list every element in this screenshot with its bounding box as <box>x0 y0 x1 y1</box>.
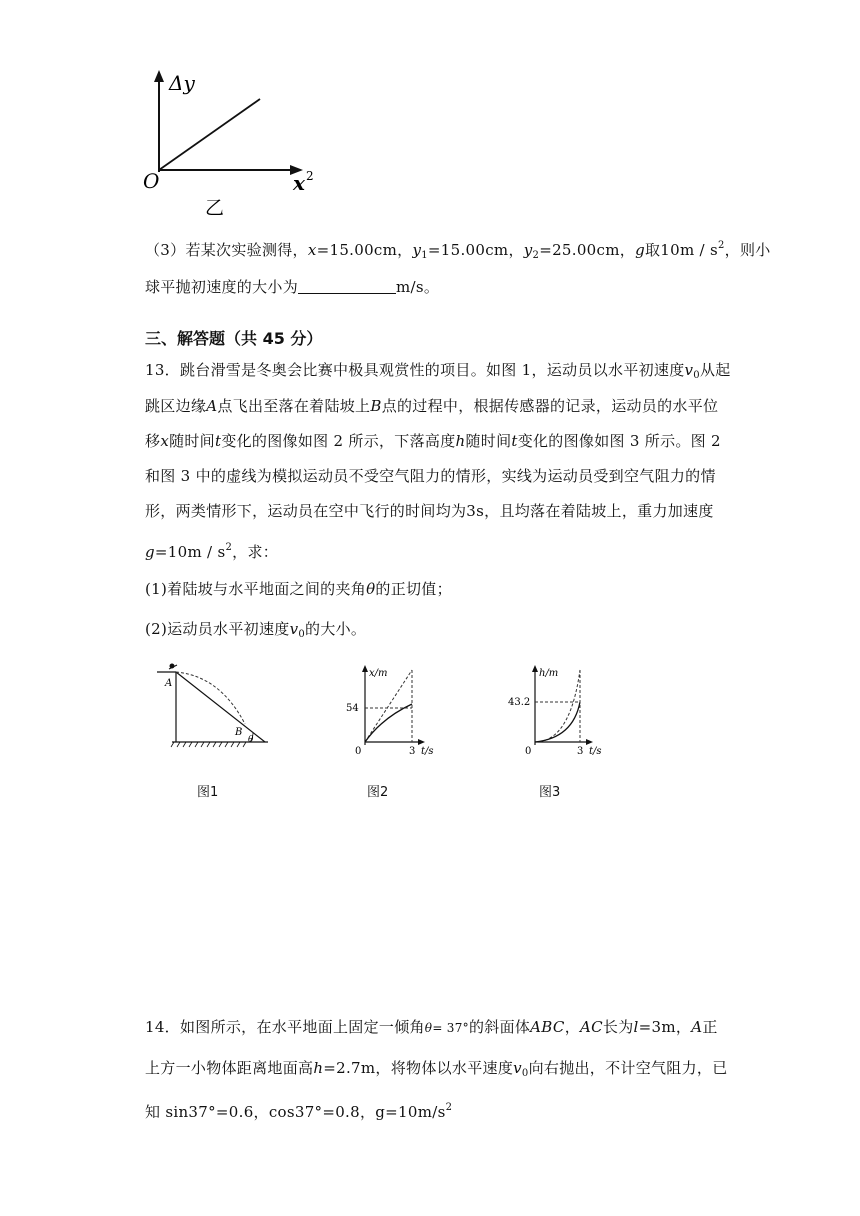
point-b-label: B <box>235 727 243 738</box>
x-axis-arrow-icon <box>586 739 593 745</box>
answer-blank[interactable] <box>298 279 396 294</box>
figure-2-x-t-graph <box>338 662 448 757</box>
x-axis-label: t/s <box>589 746 602 757</box>
y-axis-label: x/m <box>369 668 388 679</box>
origin-label: O <box>143 169 160 193</box>
x-axis-arrow-icon <box>418 739 425 745</box>
graph-yi <box>135 66 335 221</box>
no-drag-line <box>365 670 412 742</box>
origin: 0 <box>525 746 532 757</box>
no-drag-curve <box>535 670 580 742</box>
x-mark: 3 <box>577 746 584 757</box>
x-mark: 3 <box>409 746 416 757</box>
origin: 0 <box>355 746 362 757</box>
q13-line5: 形，两类情形下，运动员在空中飞行的时间均为3s，且均落在着陆坡上，重力加速度 <box>145 502 714 520</box>
q13-line2: 跳区边缘A点飞出至落在着陆坡上B点的过程中，根据传感器的记录，运动员的水平位 <box>145 397 719 415</box>
ground-hatching <box>171 742 246 747</box>
section-heading: 三、解答题（共 45 分） <box>145 329 323 348</box>
point-a-label: A <box>165 678 173 689</box>
q12-part3-line1: （3）若某次实验测得，x=15.00cm，$y_1=15.00cm$，$y_2=25.00cm$，g取$10m / s^2$，则小 <box>145 240 771 261</box>
y-axis-arrow-icon <box>362 665 368 672</box>
y-axis-arrow-icon <box>154 70 164 82</box>
y-axis-arrow-icon <box>532 665 538 672</box>
x-axis-label: t/s <box>421 746 434 757</box>
q13-line3: 移x随时间t变化的图像如图 2 所示，下落高度h随时间t变化的图像如图 3 所示。图 2 <box>145 432 721 450</box>
q13-line1: 13．跳台滑雪是冬奥会比赛中极具观赏性的项目。如图 1，运动员以水平初速度$v_0$从起 <box>145 361 731 381</box>
y-axis-label: h/m <box>539 668 559 679</box>
drag-curve <box>535 702 580 742</box>
q14-line2: 上方一小物体距离地面高h=2.7m，将物体以水平速度$v_0$向右抛出，不计空气阻力，已 <box>145 1059 728 1079</box>
q14-line3: 知 sin37°=0.6，cos37°=0.8，$g=10m/s^2$ <box>145 1102 453 1121</box>
drag-curve <box>365 704 412 742</box>
figure-2-caption: 图2 <box>367 785 389 800</box>
y-mark: 43.2 <box>508 697 531 708</box>
x-axis-label: x <box>293 171 305 195</box>
q14-line1: 14．如图所示，在水平地面上固定一倾角θ= 37°的斜面体ABC，AC长为l=3m，A正 <box>145 1018 718 1036</box>
q13-line6: $g=10m / s^2$，求： <box>145 542 279 561</box>
q12-part3-line2: 球平抛初速度的大小为 m/s。 <box>145 278 440 296</box>
figure-3-caption: 图3 <box>539 785 561 800</box>
landing-slope <box>176 672 265 742</box>
figure-3-h-t-graph <box>500 662 615 757</box>
proportional-line <box>159 99 260 170</box>
figure-1-ski-slope <box>150 660 275 750</box>
q13-sub1: (1)着陆坡与水平地面之间的夹角θ的正切值； <box>145 580 452 598</box>
theta-label: θ <box>248 735 254 745</box>
x-axis-power: 2 <box>306 169 314 183</box>
figure-1-caption: 图1 <box>197 785 219 800</box>
graph-caption: 乙 <box>205 197 225 219</box>
q13-line4: 和图 3 中的虚线为模拟运动员不受空气阻力的情形，实线为运动员受到空气阻力的情 <box>145 467 716 485</box>
y-mark: 54 <box>346 703 359 714</box>
y-axis-label: Δy <box>169 71 195 95</box>
q13-sub2: (2)运动员水平初速度$v_0$的大小。 <box>145 620 367 640</box>
